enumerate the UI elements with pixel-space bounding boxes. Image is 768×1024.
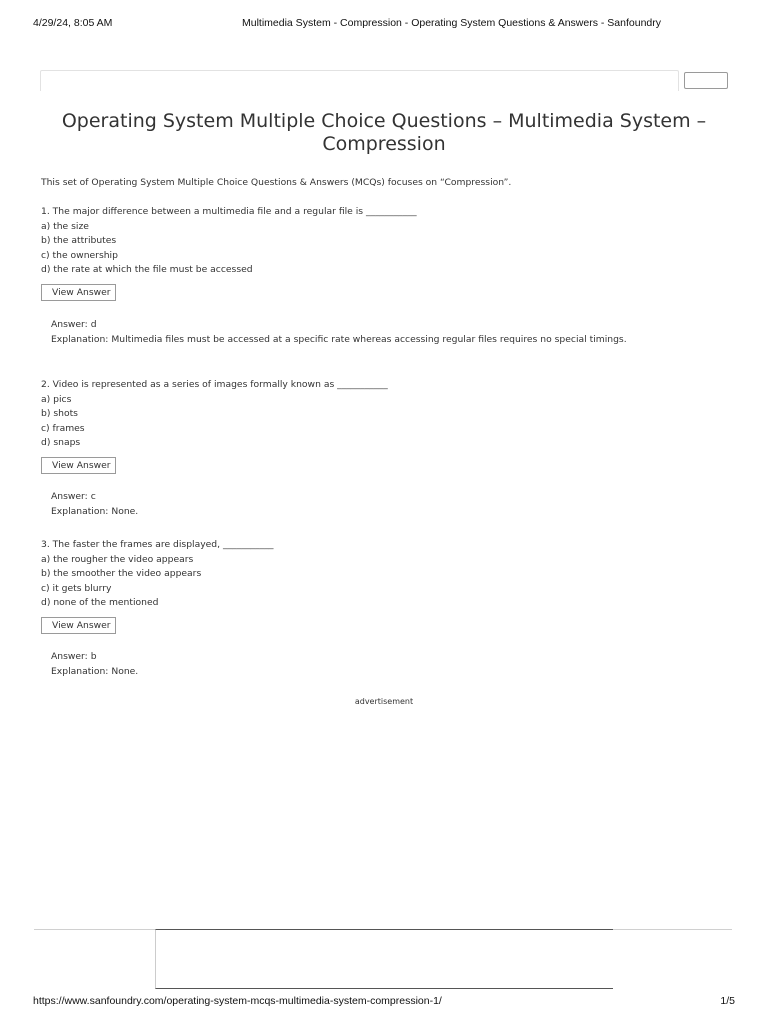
search-input[interactable] (40, 70, 679, 91)
question-block (41, 205, 417, 301)
question-text: 2. Video is represented as a series of images formally known as ___________ (41, 379, 388, 390)
intro-text: This set of Operating System Multiple Choice Questions & Answers (MCQs) focuses on “Compression”. (41, 177, 512, 188)
explanation-text: Explanation: None. (51, 665, 139, 677)
answer-block (51, 650, 138, 679)
answer-block (51, 490, 138, 519)
answer-block (51, 318, 627, 347)
print-doc-title: Multimedia System - Compression - Operating System Questions & Answers - Sanfoundry (242, 17, 661, 29)
print-url: https://www.sanfoundry.com/operating-system-mcqs-multimedia-system-compression-1/ (33, 995, 442, 1007)
page-title: Operating System Multiple Choice Questions – Multimedia System – Compression (61, 110, 707, 155)
option: d) the rate at which the file must be accessed (41, 264, 253, 276)
question-text: 1. The major difference between a multimedia file and a regular file is ___________ (41, 206, 417, 217)
print-page-number: 1/5 (720, 995, 735, 1007)
option: d) none of the mentioned (41, 597, 159, 609)
option: c) frames (41, 422, 85, 434)
answer-text: Answer: c (51, 491, 96, 502)
answer-text: Answer: b (51, 651, 97, 662)
question-block (41, 378, 388, 474)
question-block (41, 538, 274, 634)
ad-frame[interactable] (155, 929, 613, 989)
option: a) pics (41, 393, 72, 405)
print-date: 4/29/24, 8:05 AM (33, 17, 113, 29)
view-answer-button[interactable]: View Answer (41, 457, 116, 474)
view-answer-button[interactable]: View Answer (41, 617, 116, 634)
view-answer-button[interactable]: View Answer (41, 284, 116, 301)
print-footer (33, 995, 735, 1011)
option: b) the smoother the video appears (41, 568, 202, 580)
option: a) the size (41, 220, 89, 232)
option: c) it gets blurry (41, 582, 112, 594)
explanation-text: Explanation: None. (51, 505, 139, 517)
option: b) shots (41, 408, 78, 420)
question-text: 3. The faster the frames are displayed, ___________ (41, 539, 274, 550)
print-header (33, 17, 735, 33)
option: c) the ownership (41, 249, 118, 261)
option: a) the rougher the video appears (41, 553, 194, 565)
advertisement-label: advertisement (354, 697, 414, 706)
search-button[interactable] (684, 72, 728, 89)
option: b) the attributes (41, 235, 117, 247)
explanation-text: Explanation: Multimedia files must be accessed at a specific rate whereas accessing regular files requires no special timings. (51, 333, 627, 345)
answer-text: Answer: d (51, 319, 97, 330)
option: d) snaps (41, 437, 81, 449)
